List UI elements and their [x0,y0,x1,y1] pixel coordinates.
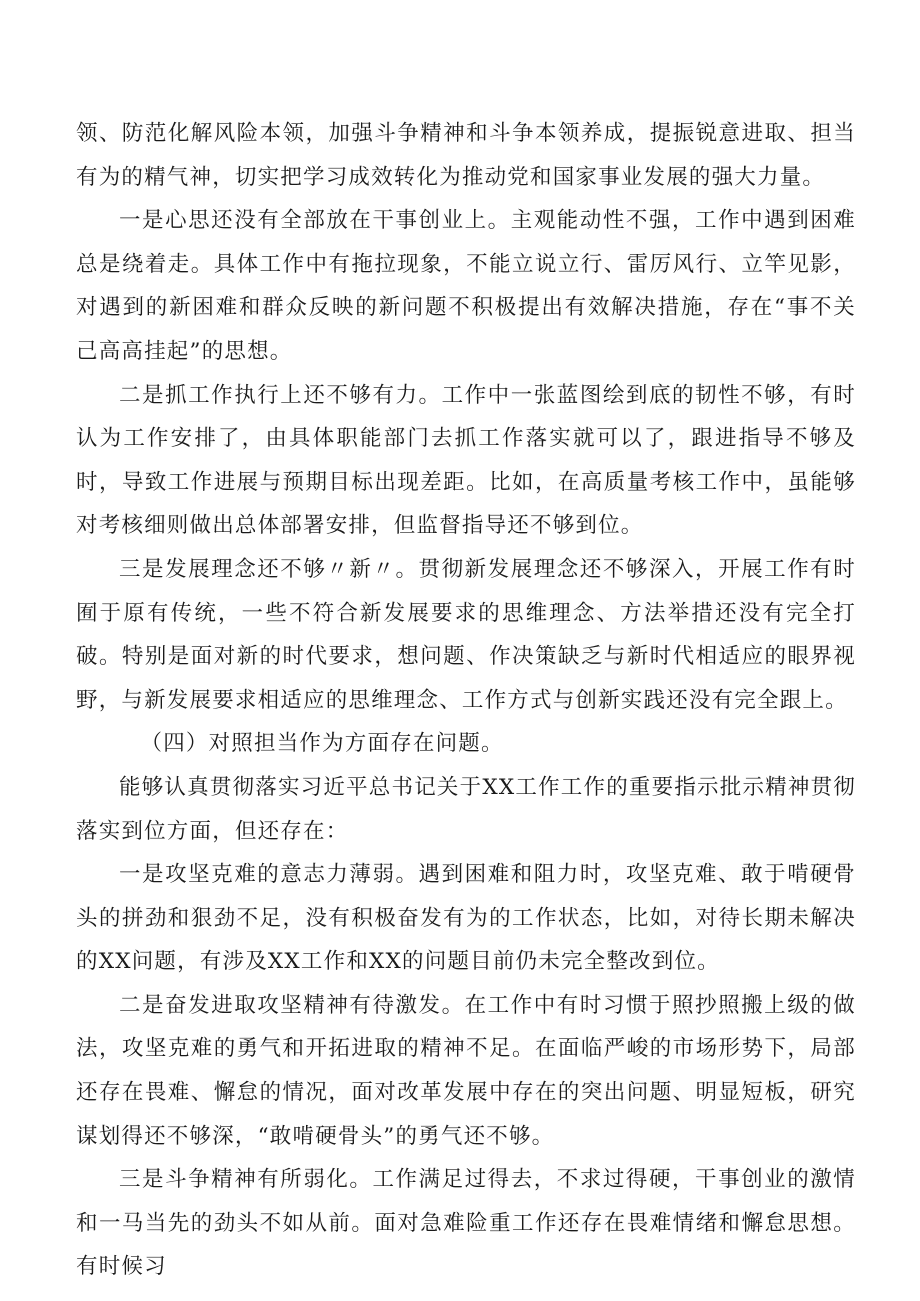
paragraph-point-two-execution: 二是抓工作执行上还不够有力。工作中一张蓝图绘到底的韧性不够，有时认为工作安排了，由具体职能部门去抓工作落实就可以了，跟进指导不够及时，导致工作进展与预期目标出现差距。比如，在高质量考核工作中，虽能够对考核细则做出总体部署安排，但监督指导还不够到位。 [76,382,856,539]
paragraph-point-one-mindset: 一是心思还没有全部放在干事创业上。主观能动性不强，工作中遇到困难总是绕着走。具体工作中有拖拉现象，不能立说立行、雷厉风行、立竿见影，对遇到的新困难和群众反映的新问题不积极提出有效解决措施，存在“事不关己高高挂起”的思想。 [76,208,856,364]
paragraph-point-one-willpower: 一是攻坚克难的意志力薄弱。遇到困难和阻力时，攻坚克难、敢于啃硬骨头的拼劲和狠劲不足，没有积极奋发有为的工作状态，比如，对待长期未解决的XX问题，有涉及XX工作和XX的问题目前仍未完全整改到位。 [76,862,856,975]
paragraph-point-three-struggle: 三是斗争精神有所弱化。工作满足过得去，不求过得硬，干事创业的激情和一马当先的劲头不如从前。面对急难险重工作还存在畏难情绪和懈怠思想。有时候习 [76,1167,856,1280]
paragraph-continuation: 领、防范化解风险本领，加强斗争精神和斗争本领养成，提振锐意进取、担当有为的精气神，切实把学习成效转化为推动党和国家事业发展的强大力量。 [76,121,856,190]
paragraph-section-intro: 能够认真贯彻落实习近平总书记关于XX工作工作的重要指示批示精神贯彻落实到位方面，但还存在： [76,774,856,844]
paragraph-point-three-concept: 三是发展理念还不够〃新〃。贯彻新发展理念还不够深入，开展工作有时囿于原有传统，一些不符合新发展要求的思维理念、方法举措还没有完全打破。特别是面对新的时代要求，想问题、作决策缺乏与新时代相适应的眼界视野，与新发展要求相适应的思维理念、工作方式与创新实践还没有完全跟上。 [76,556,856,713]
section-heading-four: （四）对照担当作为方面存在问题。 [140,731,504,757]
document-body [76,112,856,1289]
paragraph-point-two-enterprise: 二是奋发进取攻坚精神有待激发。在工作中有时习惯于照抄照搬上级的做法，攻坚克难的勇气和开拓进取的精神不足。在面临严峻的市场形势下，局部还存在畏难、懈怠的情况，面对改革发展中存在的突出问题、明显短板，研究谋划得还不够深，“敢啃硬骨头”的勇气还不够。 [76,992,856,1149]
